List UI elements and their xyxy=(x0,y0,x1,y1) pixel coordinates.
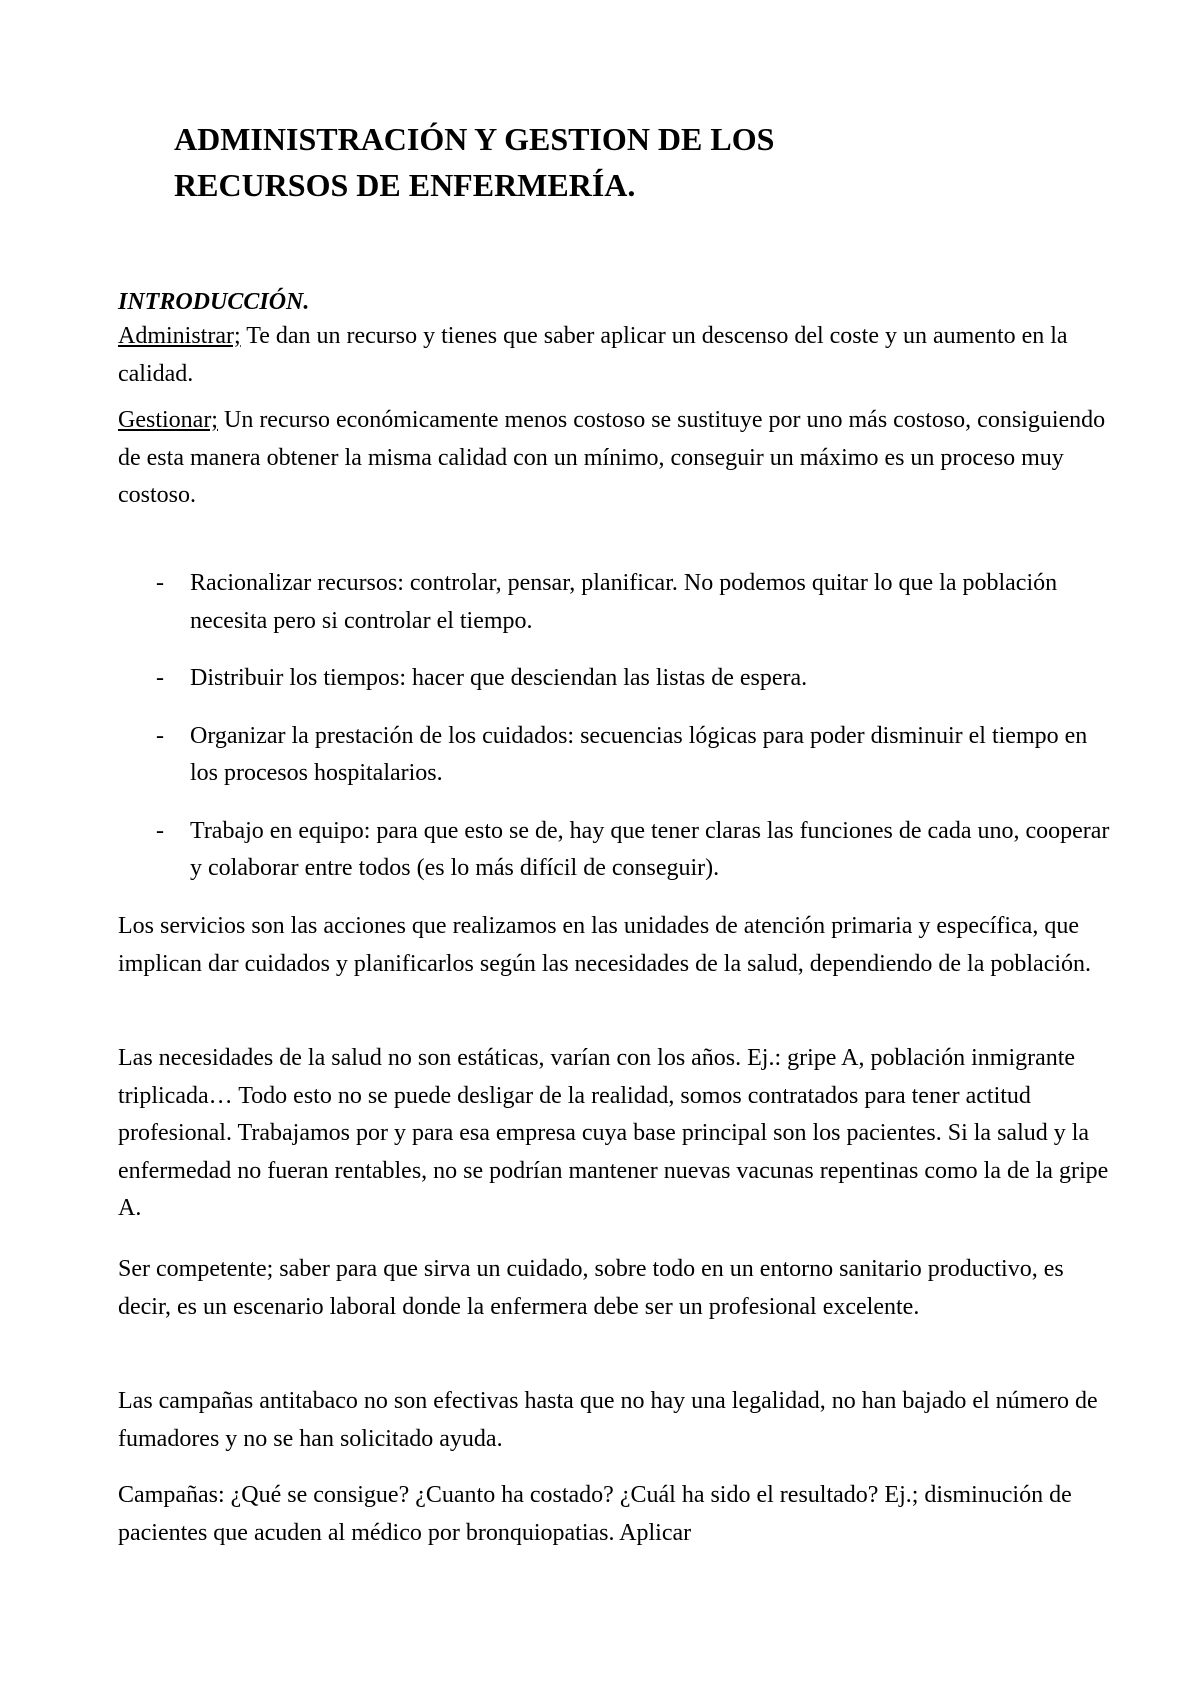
list-item xyxy=(118,565,1118,640)
paragraph-necesidades-salud: Las necesidades de la salud no son estáticas, varían con los años. Ej.: gripe A, población inmigrante triplicada… Todo esto no se puede desligar de la realidad, somos contratados para tener actitud profesional. Trabajamos por y para esa empresa cuya base principal son los pacientes. Si la salud y la enfermedad no fueran rentables, no se podrían mantener nuevas vacunas repentinas como la de la gripe A. xyxy=(118,1045,1109,1221)
section-heading-introduccion: INTRODUCCIÓN. xyxy=(118,289,310,315)
paragraph-ser-competente: Ser competente; saber para que sirva un cuidado, sobre todo en un entorno sanitario productivo, es decir, es un escenario laboral donde la enfermera debe ser un profesional excelente. xyxy=(118,1256,1064,1320)
paragraph-campanas-preguntas: Campañas: ¿Qué se consigue? ¿Cuanto ha costado? ¿Cuál ha sido el resultado? Ej.; disminución de pacientes que acuden al médico por bronquiopatias. Aplicar xyxy=(118,1482,1072,1546)
definition-text: Te dan un recurso y tienes que saber aplicar un descenso del coste y un aumento en la calidad. xyxy=(118,323,1068,387)
bullet-marker: - xyxy=(156,817,164,844)
bullet-marker: - xyxy=(156,570,164,596)
paragraph-campanas-antitabaco: Las campañas antitabaco no son efectivas hasta que no hay una legalidad, no han bajado el número de fumadores y no se han solicitado ayuda. xyxy=(118,1388,1098,1452)
bullet-marker: - xyxy=(156,722,164,749)
definition-gestionar xyxy=(118,402,1118,515)
definition-administrar xyxy=(118,318,1118,393)
list-item xyxy=(118,718,1118,793)
definition-text: Un recurso económicamente menos costoso se sustituye por uno más costoso, consiguiendo de esta manera obtener la misma calidad con un mínimo, conseguir un máximo es un proceso muy costoso. xyxy=(118,407,1106,508)
definition-term: Gestionar; xyxy=(118,407,218,433)
list-item-text: Trabajo en equipo: para que esto se de, hay que tener claras las funciones de cada uno, cooperar y colaborar entre todos (es lo más difícil de conseguir). xyxy=(190,817,1110,881)
list-item-text: Distribuir los tiempos: hacer que desciendan las listas de espera. xyxy=(190,665,808,691)
list-item-text: Organizar la prestación de los cuidados: secuencias lógicas para poder disminuir el tiempo en los procesos hospitalarios. xyxy=(190,722,1088,786)
document-title-line-1: ADMINISTRACIÓN Y GESTION DE LOS xyxy=(174,121,775,157)
document-title xyxy=(174,116,1054,208)
bullet-marker: - xyxy=(156,665,164,691)
list-item xyxy=(118,813,1118,888)
bullet-list xyxy=(118,565,1118,908)
document-title-line-2: RECURSOS DE ENFERMERÍA. xyxy=(174,167,636,203)
list-item xyxy=(118,660,1118,698)
definition-term: Administrar; xyxy=(118,323,241,349)
list-item-text: Racionalizar recursos: controlar, pensar, planificar. No podemos quitar lo que la población necesita pero si controlar el tiempo. xyxy=(190,570,1058,634)
paragraph-servicios: Los servicios son las acciones que realizamos en las unidades de atención primaria y específica, que implican dar cuidados y planificarlos según las necesidades de la salud, dependiendo de la población. xyxy=(118,913,1092,977)
